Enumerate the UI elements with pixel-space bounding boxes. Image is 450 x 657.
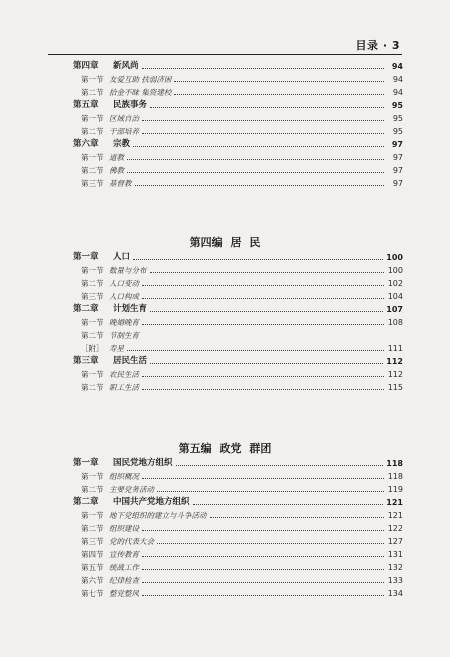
dot-leader [133,145,384,147]
toc-entry-label: 第七节 [81,589,104,598]
toc-section-entry [73,177,403,190]
toc-page-number: 108 [387,318,403,327]
dot-leader [142,529,384,531]
toc-entry-title: 宗教 [113,139,131,149]
toc-chapter-entry [73,99,403,112]
dot-leader [142,297,384,299]
toc-entry-title: 宣传教育 [109,550,139,559]
toc-entry-label: 第五节 [81,563,104,572]
toc-section-entry [73,483,403,496]
toc-page-number: 94 [391,62,403,71]
toc-entry-title: 中国共产党地方组织 [113,497,190,507]
dot-leader [127,171,384,173]
dot-leader [127,158,384,160]
toc-page-number: 122 [387,524,403,533]
toc-block-part3 [73,60,403,190]
toc-entry-title: 计划生育 [113,304,148,314]
toc-page-number: 95 [392,114,403,123]
toc-page-number: 100 [386,253,403,262]
toc-page-number: 131 [387,550,403,559]
toc-page-number: 95 [391,101,403,110]
dot-leader [142,132,384,134]
toc-section-entry [73,522,403,535]
toc-entry-title: 职工生活 [109,383,139,392]
toc-section-entry [73,264,403,277]
toc-section-entry [73,548,403,561]
toc-chapter-entry [73,496,403,509]
toc-entry-title: 晚婚晚育 [109,318,139,327]
toc-entry-label: 第一章 [73,458,99,468]
dot-leader [142,568,384,570]
toc-page-number: 121 [387,511,403,520]
toc-entry-title: 拾金不昧 集资建校 [109,88,172,97]
toc-entry-title: 主要党务活动 [109,485,154,494]
toc-page-number: 102 [387,279,403,288]
toc-section-entry [73,509,403,522]
toc-entry-title: 友爱互助 扶弱济困 [109,75,172,84]
dot-leader [142,581,384,583]
toc-entry-label: 第一节 [81,370,104,379]
toc-page-number: 95 [392,127,403,136]
toc-entry-label: 第二节 [81,485,104,494]
toc-chapter-entry [73,138,403,151]
toc-entry-title: 数量与分布 [109,266,147,275]
toc-page-number: 97 [391,140,403,149]
toc-entry-label: 第一节 [81,153,104,162]
toc-entry-label: 第二节 [81,383,104,392]
toc-section-entry [73,151,403,164]
toc-entry-label: 第一节 [81,318,104,327]
toc-page-number: 97 [392,179,403,188]
toc-entry-title: 寿星 [109,344,124,353]
dot-leader [193,503,384,505]
part-four-title: 第四编 居 民 [189,236,261,249]
toc-entry-label: 第四节 [81,550,104,559]
toc-entry-title: 地下党组织的建立与斗争活动 [109,511,207,520]
toc-entry-title: 党的代表大会 [109,537,154,546]
dot-leader [142,555,384,557]
toc-entry-label: 第三节 [81,292,104,301]
toc-section-entry [73,329,403,342]
toc-chapter-entry [73,60,403,73]
toc-entry-label: 第六节 [81,576,104,585]
dot-leader [142,477,384,479]
toc-entry-label: 第四章 [73,61,99,71]
toc-section-entry [73,164,403,177]
toc-page-number: 121 [386,498,403,507]
toc-chapter-entry [73,251,403,264]
toc-page-number: 97 [392,166,403,175]
running-header-title: 目录 · 3 [355,39,400,52]
toc-page-number: 97 [392,153,403,162]
dot-leader [142,323,384,325]
toc-page-number: 134 [387,589,403,598]
dot-leader [142,388,384,390]
toc-page-number: 111 [387,344,403,353]
toc-entry-label: 第一节 [81,472,104,481]
part-five-title: 第五编 政党 群团 [178,442,272,455]
toc-section-entry [73,277,403,290]
toc-page-number: 119 [387,485,403,494]
toc-section-entry [73,316,403,329]
page-header [0,0,450,52]
toc-entry-title: 干部培养 [109,127,139,136]
toc-entry-title: 统战工作 [109,563,139,572]
toc-section-entry [73,86,403,99]
toc-entry-title: 新风尚 [113,61,139,71]
toc-section-entry [73,470,403,483]
toc-section-entry [73,587,403,600]
toc-entry-title: 民族事务 [113,100,148,110]
toc-entry-label: 第一节 [81,266,104,275]
toc-entry-label: 第三节 [81,179,104,188]
toc-page-number: 127 [387,537,403,546]
toc-entry-title: 组织概况 [109,472,139,481]
toc-section-entry [73,290,403,303]
toc-entry-title: 基督教 [109,179,132,188]
toc-block-part5 [73,457,403,600]
toc-entry-label: 第五章 [73,100,99,110]
toc-entry-label: 第二章 [73,497,99,507]
dot-leader [150,271,385,273]
toc-entry-title: 纪律检查 [109,576,139,585]
toc-section-entry [73,125,403,138]
dot-leader [142,67,384,69]
toc-entry-label: 第六章 [73,139,99,149]
toc-entry-label: 第二节 [81,127,104,136]
toc-entry-title: 人口 [113,252,131,262]
toc-entry-title: 国民党地方组织 [113,458,173,468]
dot-leader [150,362,383,364]
dot-leader [210,516,385,518]
toc-page-number: 112 [387,370,403,379]
toc-entry-label: 第二节 [81,279,104,288]
dot-leader [174,93,384,95]
toc-entry-label: 第一节 [81,114,104,123]
toc-section-entry [73,574,403,587]
dot-leader [150,310,383,312]
toc-entry-label: 第一章 [73,252,99,262]
toc-entry-title: 组织建设 [109,524,139,533]
toc-page-number: 112 [386,357,403,366]
toc-entry-label: 第二节 [81,524,104,533]
toc-page-number: 118 [386,459,403,468]
dot-leader [127,349,384,351]
toc-page-number: 107 [386,305,403,314]
toc-section-entry [73,561,403,574]
toc-entry-label: 第二节 [81,166,104,175]
toc-entry-label: 第一节 [81,511,104,520]
toc-entry-title: 佛教 [109,166,124,175]
toc-section-entry [73,73,403,86]
toc-entry-title: 人口变动 [109,279,139,288]
toc-entry-label: 第二节 [81,88,104,97]
toc-page-number: 100 [387,266,403,275]
dot-leader [135,184,385,186]
dot-leader [142,594,384,596]
toc-page-number: 104 [387,292,403,301]
dot-leader [142,284,384,286]
toc-section-entry [73,342,403,355]
toc-page-number: 115 [387,383,403,392]
toc-page-number: 118 [387,472,403,481]
header-rule [48,54,402,55]
toc-chapter-entry [73,303,403,316]
dot-leader [142,119,384,121]
toc-entry-label: ［附］ [81,344,104,353]
toc-entry-title: 农民生活 [109,370,139,379]
toc-entry-label: 第三节 [81,537,104,546]
dot-leader [142,375,384,377]
toc-entry-title: 节制生育 [109,331,139,340]
dot-leader [176,464,384,466]
toc-entry-label: 第一节 [81,75,104,84]
dot-leader [150,106,384,108]
toc-entry-title: 整党整风 [109,589,139,598]
toc-section-entry [73,381,403,394]
toc-chapter-entry [73,457,403,470]
toc-page-number: 132 [387,563,403,572]
toc-entry-title: 道教 [109,153,124,162]
dot-leader [174,80,384,82]
dot-leader [133,258,383,260]
toc-page-number: 94 [392,75,403,84]
toc-page-number: 133 [387,576,403,585]
toc-entry-title: 区域自治 [109,114,139,123]
toc-chapter-entry [73,355,403,368]
dot-leader [157,542,384,544]
toc-section-entry [73,112,403,125]
toc-page-number: 94 [392,88,403,97]
toc-block-part4 [73,251,403,394]
toc-entry-title: 居民生活 [113,356,148,366]
toc-entry-title: 人口构成 [109,292,139,301]
toc-entry-label: 第二章 [73,304,99,314]
toc-entry-label: 第三章 [73,356,99,366]
toc-entry-label: 第二节 [81,331,104,340]
toc-section-entry [73,535,403,548]
dot-leader [157,490,384,492]
toc-section-entry [73,368,403,381]
